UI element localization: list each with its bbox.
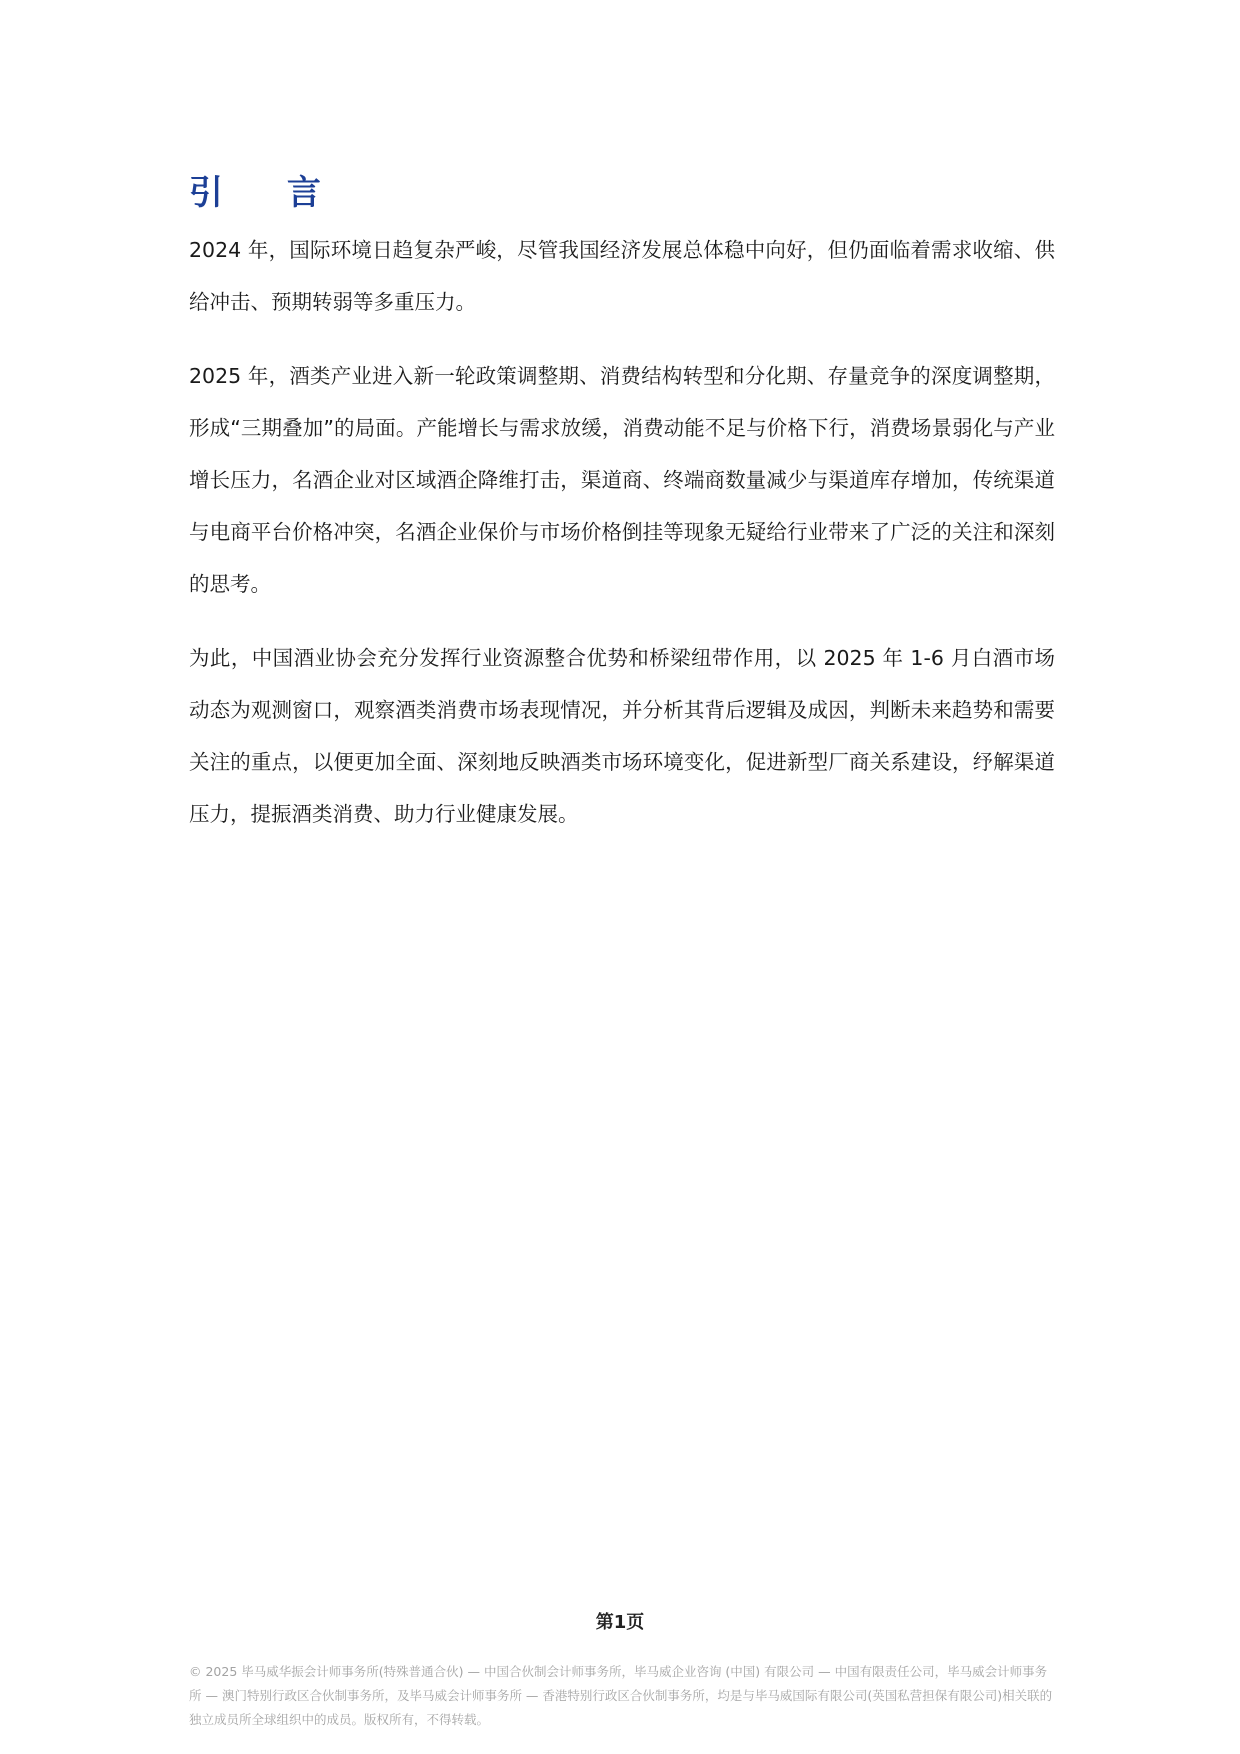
paragraph-report-purpose: 为此，中国酒业协会充分发挥行业资源整合优势和桥梁纽带作用，以 2025 年 1-6 月白酒市场动态为观测窗口，观察酒类消费市场表现情况，并分析其背后逻辑及成因，判断未来趋势和需要关注的重点，以便更加全面、深刻地反映酒类市场环境变化，促进新型厂商关系建设，纾解渠道压力，提振酒类消费、助力行业健康发展。 <box>189 646 1055 826</box>
paragraph-context-2024: 2024 年，国际环境日趋复杂严峻，尽管我国经济发展总体稳中向好，但仍面临着需求收缩、供给冲击、预期转弱等多重压力。 <box>189 238 1055 314</box>
page-number: 第1页 <box>595 1612 645 1633</box>
page-title: 引 言 <box>189 173 347 213</box>
paragraph-industry-2025: 2025 年，酒类产业进入新一轮政策调整期、消费结构转型和分化期、存量竞争的深度调整期，形成“三期叠加”的局面。产能增长与需求放缓，消费动能不足与价格下行，消费场景弱化与产业增长压力，名酒企业对区域酒企降维打击，渠道商、终端商数量减少与渠道库存增加，传统渠道与电商平台价格冲突，名酒企业保价与市场价格倒挂等现象无疑给行业带来了广泛的关注和深刻的思考。 <box>189 364 1055 596</box>
intro-body <box>189 224 1055 862</box>
footer-copyright: © 2025 毕马威华振会计师事务所(特殊普通合伙) — 中国合伙制会计师事务所，毕马威企业咨询 (中国) 有限公司 — 中国有限责任公司，毕马威会计师事务所 — 澳门特别行政区合伙制事务所，及毕马威会计师事务所 — 香港特别行政区合伙制事务所，均是与毕马威国际有限公司(英国私营担保有限公司)相关联的独立成员所全球组织中的成员。版权所有，不得转载。 <box>189 1664 1053 1727</box>
